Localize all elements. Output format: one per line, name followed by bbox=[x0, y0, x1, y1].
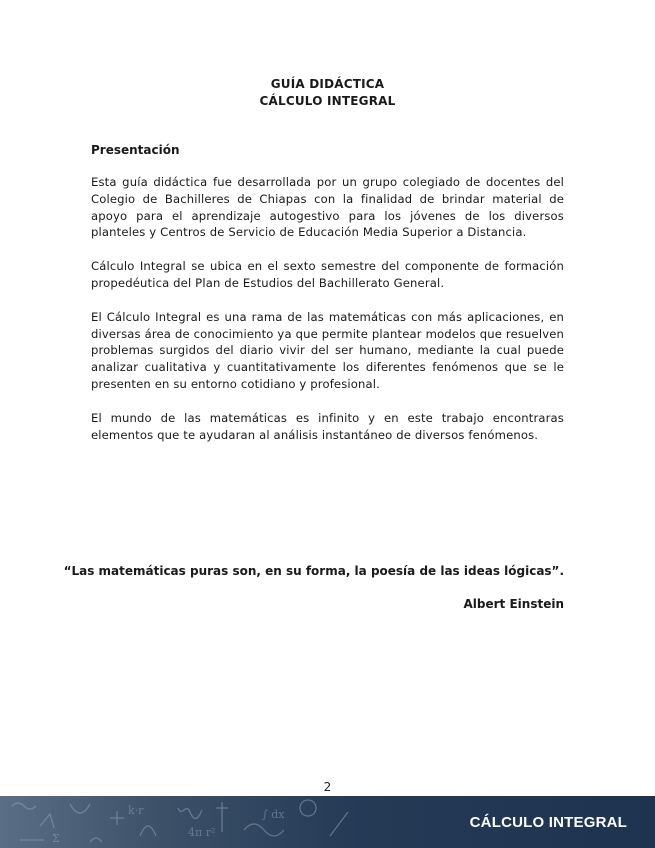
paragraph-closing: El mundo de las matemáticas es infinito y en este trabajo encontraras elementos que te ayudaran al análisis instantáneo de diversos fenómenos. bbox=[91, 410, 564, 442]
svg-text:k·r: k·r bbox=[128, 804, 144, 817]
footer-subject-title: CÁLCULO INTEGRAL bbox=[469, 814, 627, 831]
document-header bbox=[0, 76, 655, 110]
page-number: 2 bbox=[323, 780, 332, 794]
paragraph-definition: El Cálculo Integral es una rama de las matemáticas con más aplicaciones, en diversas área de conocimiento ya que permite plantear modelos que resuelven problemas surgidos del diario vivir del ser humano, mediante la cual puede analizar cualitativa y cuantitativamente los diferentes fenómenos que se le presenten en su entorno cotidiano y profesional. bbox=[91, 309, 564, 391]
footer-banner bbox=[0, 796, 655, 848]
svg-text:∫ dx: ∫ dx bbox=[262, 808, 285, 821]
svg-text:Σ: Σ bbox=[52, 832, 60, 845]
math-formulas-decoration-icon bbox=[0, 796, 380, 848]
quote-block bbox=[44, 563, 564, 612]
quote-text: “Las matemáticas puras son, en su forma, la poesía de las ideas lógicas”. bbox=[63, 564, 564, 578]
header-subject-title: CÁLCULO INTEGRAL bbox=[259, 94, 396, 108]
header-guide-title: GUÍA DIDÁCTICA bbox=[270, 77, 385, 91]
section-title: Presentación bbox=[91, 143, 180, 157]
quote-author: Albert Einstein bbox=[463, 597, 564, 611]
paragraph-intro: Esta guía didáctica fue desarrollada por un grupo colegiado de docentes del Colegio de Bachilleres de Chiapas con la finalidad de brindar material de apoyo para el aprendizaje autogestivo para los jóvenes de los diversos planteles y Centros de Servicio de Educación Media Superior a Distancia. bbox=[91, 175, 564, 240]
svg-text:4π r²: 4π r² bbox=[188, 826, 216, 839]
paragraph-semester: Cálculo Integral se ubica en el sexto semestre del componente de formación propedéutica del Plan de Estudios del Bachillerato General. bbox=[91, 259, 564, 290]
presentation-section bbox=[91, 142, 564, 460]
